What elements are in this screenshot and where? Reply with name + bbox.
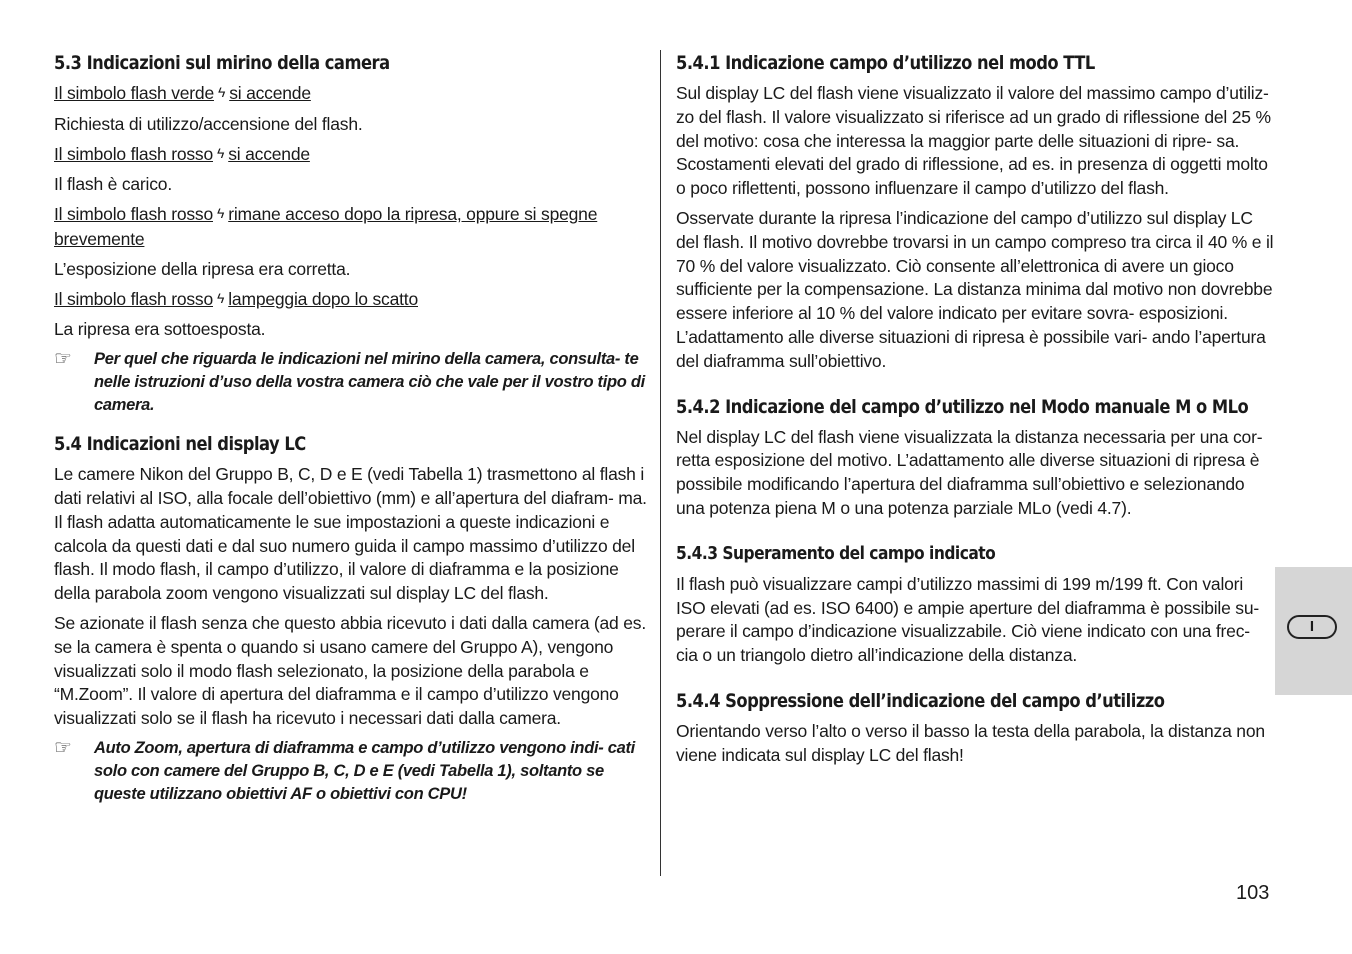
heading-5-4-4: 5.4.4 Soppressione dell’indicazione del campo d’utilizzo — [676, 689, 1165, 712]
flash-symbol-icon: ϟ — [217, 289, 225, 306]
green-flash-line: Il simbolo flash verde ϟ si accende — [54, 83, 311, 103]
heading-5-4-3: 5.4.3 Superamento del campo indicato — [676, 542, 996, 564]
green-flash-desc: Richiesta di utilizzo/accensione del flash. — [54, 113, 363, 134]
heading-5-4: 5.4 Indicazioni nel display LC — [54, 433, 306, 456]
paragraph-5-4-4: Orientando verso l’alto o verso il basso la testa della parabola, la distanza non viene indicata sul display LC del flash! — [676, 720, 1265, 765]
flash-symbol-icon: ϟ — [217, 84, 226, 100]
red-flash-after-line: Il simbolo flash rosso ϟ rimane acceso dopo la ripresa, oppure si spegne brevemente — [54, 204, 598, 249]
flash-symbol-icon: ϟ — [217, 144, 225, 161]
flash-symbol-icon: ϟ — [217, 205, 225, 222]
paragraph-5-4-3: Il flash può visualizzare campi d’utilizzo massimi di 199 m/199 ft. Con valori ISO elevati (ad es. ISO 6400) e ampie aperture del diaframma è possibile su- perare il campo d’indicazione visualizzabile. Ciò viene indicato con una frec- cia o un triangolo dietro all’indicazione della distanza. — [676, 573, 1260, 666]
language-tab — [1275, 567, 1352, 695]
paragraph-5-4-1-b: Osservate durante la ripresa l’indicazione del campo d’utilizzo sul display LC del flash. Il motivo dovrebbe trovarsi in un campo compreso tra circa il 40 % e il 70 % del valore visualizzato. Ciò consente all’elettronica di avere un gioco sufficiente per la compensazione. La distanza minima dal motivo non dovrebbe essere inferiore al 10 % del valore indicato per evitare sovra- esposizioni. L’adattamento alle diverse situazioni di ripresa è possibile vari- ando l’apertura del diaframma sull’obiettivo. — [676, 207, 1274, 371]
heading-5-4-1: 5.4.1 Indicazione campo d’utilizzo nel modo TTL — [676, 52, 1095, 74]
pointing-hand-icon: ☞ — [54, 348, 72, 371]
right-column — [676, 50, 1274, 774]
heading-5-3: 5.3 Indicazioni sul mirino della camera — [54, 52, 390, 74]
paragraph-5-4-a: Le camere Nikon del Gruppo B, C, D e E (vedi Tabella 1) trasmettono al flash i dati relativi al ISO, alla focale dell’obiettivo (mm) e all’apertura del diafram- ma. Il flash adatta automaticamente le sue impostazioni a queste indicazioni e calcola da questi dati e dal suo numero guida il campo massimo d’utilizzo del flash. Il modo flash, il campo d’utilizzo, il valore di diaframma e la posizione della parabola zoom vengono visualizzati sul display LC del flash. — [54, 464, 647, 604]
page-number: 103 — [1236, 882, 1270, 904]
heading-5-4-2: 5.4.2 Indicazione del campo d’utilizzo nel Modo manuale M o MLo — [676, 395, 1249, 418]
paragraph-5-4-1-a: Sul display LC del flash viene visualizzato il valore del massimo campo d’utiliz- zo del flash. Il valore visualizzato si riferisce ad un grado di riflessione del 25 % del motivo: cosa che interessa la maggior parte delle situazioni di ripre- sa. Scostamenti elevati del grado di riflessione, ad es. in presenza di oggetti molto o poco riflettenti, possono influenzare il campo d’utilizzo del flash. — [676, 83, 1271, 199]
paragraph-5-4-b: Se azionate il flash senza che questo abbia ricevuto i dati dalla camera (ad es. se la camera è spenta o quando si usano camere del Gruppo A), vengono visualizzati solo il modo flash selezionato, la posizione della parabola e “M.Zoom”. Il valore di apertura del diaframma e il campo d’utilizzo vengono visualizzati solo se il flash ha ricevuto i necessari dati dalla camera. — [54, 612, 646, 729]
red-flash-blink-desc: La ripresa era sottoesposta. — [54, 319, 266, 340]
pointing-hand-icon: ☞ — [54, 736, 72, 759]
left-column — [54, 50, 650, 820]
red-flash-on-line: Il simbolo flash rosso ϟ si accende — [54, 143, 310, 164]
note-auto-zoom: ☞ Auto Zoom, apertura di diaframma e campo d’utilizzo vengono indi- cati solo con camere del Gruppo B, C, D e E (vedi Tabella 1), soltanto se queste utilizzano obiettivi AF o obiettivi con CPU! — [54, 737, 650, 806]
note-viewfinder: ☞ Per quel che riguarda le indicazioni nel mirino della camera, consulta- te nelle istruzioni d’uso della vostra camera ciò che vale per il vostro tipo di camera. — [54, 348, 650, 417]
red-flash-blink-line: Il simbolo flash rosso ϟ lampeggia dopo lo scatto — [54, 288, 418, 309]
red-flash-after-desc: L’esposizione della ripresa era corretta. — [54, 258, 351, 279]
column-divider — [660, 50, 661, 876]
language-tab-label: I — [1287, 615, 1337, 639]
red-flash-on-desc: Il flash è carico. — [54, 174, 172, 195]
paragraph-5-4-2: Nel display LC del flash viene visualizzata la distanza necessaria per una cor- retta esposizione del motivo. L’adattamento alle diverse situazioni di ripresa è possibile modificando l’apertura del diaframma sull’obiettivo e selezionando una potenza piena M o una potenza parziale MLo (vedi 4.7). — [676, 426, 1263, 518]
